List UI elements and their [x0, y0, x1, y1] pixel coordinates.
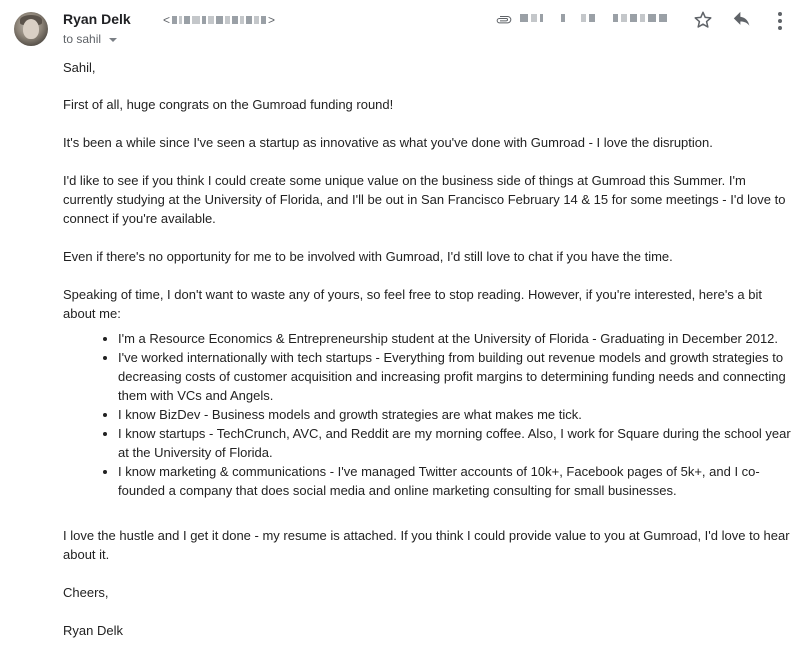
avatar-face	[23, 19, 39, 39]
sender-email	[163, 13, 275, 27]
redaction-block	[648, 14, 656, 22]
redaction-block	[208, 16, 214, 24]
redaction-block	[192, 16, 200, 24]
redaction-block	[184, 16, 190, 24]
redaction-block	[630, 14, 637, 22]
redaction-block	[621, 14, 627, 22]
message-header	[0, 0, 800, 50]
sender-name[interactable]: Ryan Delk	[63, 11, 131, 27]
sender-email-open: <	[163, 13, 171, 27]
more-vertical-icon[interactable]	[772, 10, 788, 32]
redaction-block	[613, 14, 618, 22]
paragraph-closing: I love the hustle and I get it done - my resume is attached. If you think I could provide value to you at Gumroad, I'd love to hear about it.	[63, 528, 790, 562]
redaction-block	[261, 16, 266, 24]
redaction-block	[589, 14, 595, 22]
redaction-block	[172, 16, 177, 24]
recipient-details-toggle[interactable]	[63, 32, 117, 46]
redaction-block	[232, 16, 238, 24]
redaction-block	[540, 14, 543, 22]
chevron-down-icon[interactable]	[109, 38, 117, 42]
paperclip-icon	[496, 12, 512, 28]
paragraph-value: I'd like to see if you think I could create some unique value on the business side of things at Gumroad this Summer. I'm currently studying at the University of Florida, and I'll be out in San Francisco February 14 & 15 for some meetings - I'd love to connect if you're available.	[63, 173, 786, 226]
date-redacted	[520, 14, 667, 22]
signature: Ryan Delk	[63, 623, 123, 638]
message-body	[63, 58, 793, 659]
reply-icon[interactable]	[732, 11, 752, 29]
redaction-block	[581, 14, 586, 22]
redaction-block	[202, 16, 206, 24]
paragraph-innovation: It's been a while since I've seen a startup as innovative as what you've done with Gumroad - I love the disruption.	[63, 135, 713, 150]
sender-email-close: >	[268, 13, 276, 27]
avatar[interactable]	[14, 12, 48, 46]
redaction-block	[561, 14, 565, 22]
paragraph-chat: Even if there's no opportunity for me to be involved with Gumroad, I'd still love to chat if you have the time.	[63, 249, 673, 264]
redaction-block	[531, 14, 537, 22]
redaction-block	[520, 14, 528, 22]
paragraph-about-intro: Speaking of time, I don't want to waste any of yours, so feel free to stop reading. However, if you're interested, here's a bit about me:	[63, 287, 762, 321]
signoff: Cheers,	[63, 585, 109, 600]
list-item: • I know marketing & communications - I've managed Twitter accounts of 10k+, Facebook pages of 5k+, and I co-founded a company that does social media and online marketing consulting for small businesses.	[118, 462, 793, 500]
list-item: • I know BizDev - Business models and growth strategies are what makes me tick.	[118, 405, 793, 424]
greeting: Sahil,	[63, 60, 96, 75]
redaction-block	[240, 16, 244, 24]
redaction-block	[640, 14, 645, 22]
list-item: • I've worked internationally with tech startups - Everything from building out revenue models and growth strategies to decreasing costs of customer acquisition and increasing profit margins to determining funding needs and connecting them with VCs and Angels.	[118, 348, 793, 405]
redaction-block	[216, 16, 223, 24]
redaction-block	[246, 16, 252, 24]
redaction-block	[659, 14, 667, 22]
paragraph-congrats: First of all, huge congrats on the Gumroad funding round!	[63, 97, 394, 112]
about-me-list	[63, 329, 793, 500]
redaction-block	[254, 16, 259, 24]
list-item: • I'm a Resource Economics & Entrepreneurship student at the University of Florida - Graduating in December 2012.	[118, 329, 793, 348]
redaction-block	[179, 16, 182, 24]
redaction-block	[225, 16, 230, 24]
star-icon[interactable]	[693, 10, 713, 30]
recipient-line: to sahil	[63, 32, 102, 46]
list-item: • I know startups - TechCrunch, AVC, and Reddit are my morning coffee. Also, I work for Square during the school year at the University of Florida.	[118, 424, 793, 462]
